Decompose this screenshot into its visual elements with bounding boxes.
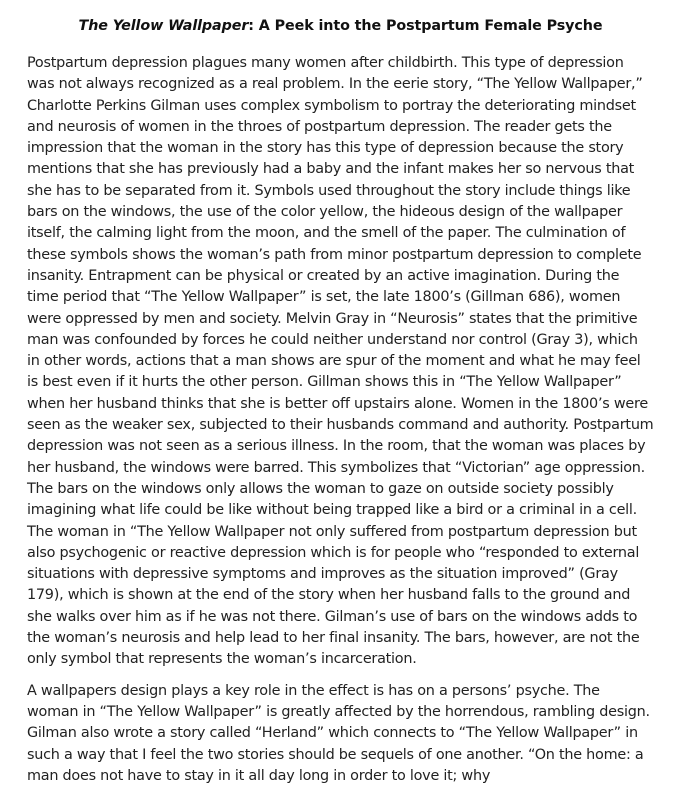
title-italic-part: The Yellow Wallpaper bbox=[78, 18, 249, 34]
title-rest: : A Peek into the Postpartum Female Psyche bbox=[248, 18, 603, 34]
paragraph-2: A wallpapers design plays a key role in the effect is has on a persons’ psyche. The woman in “The Yellow Wallpaper” is greatly affected by the horrendous, rambling design. Gilman also wrote a story called “Herland” which connects to “The Yellow Wallpaper” in such a way that I feel the two stories should be sequels of one another. “On the home: a man does not have to stay in it all day long in order to love it; why bbox=[27, 682, 650, 784]
document-title bbox=[27, 16, 654, 36]
document-page bbox=[27, 0, 654, 787]
paragraph-1: Postpartum depression plagues many women after childbirth. This type of depression was not always recognized as a real problem. In the eerie story, “The Yellow Wallpaper,” Charlotte Perkins Gilman uses complex symbolism to portray the deteriorating mindset and neurosis of women in the throes of postpartum depression. The reader gets the impression that the woman in the story has this type of depression because the story mentions that she has previously had a baby and the infant makes her so nervous that she has to be separated from it. Symbols used throughout the story include things like bars on the windows, the use of the color yellow, the hideous design of the wallpaper itself, the calming light from the moon, and the smell of the paper. The culmination of these symbols shows the woman’s path from minor postpartum depression to complete insanity. Entrapment can be physical or created by an active imagination. During the time period that “The Yellow Wallpaper” is set, the late 1800’s (Gillman 686), women were oppressed by men and society. Melvin Gray in “Neurosis” states that the primitive man was confounded by forces he could neither understand nor control (Gray 3), which in other words, actions that a man shows are spur of the moment and what he may feel is best even if it hurts the other person. Gillman shows this in “The Yellow Wallpaper” when her husband thinks that she is better off upstairs alone. Women in the 1800’s were seen as the weaker sex, subjected to their husbands command and authority. Postpartum depression was not seen as a serious illness. In the room, that the woman was places by her husband, the windows were barred. This symbolizes that “Victorian” age oppression. The bars on the windows only allows the woman to gaze on outside society possibly imagining what life could be like without being trapped like a bird or a criminal in a cell. The woman in “The Yellow Wallpaper not only suffered from postpartum depression but also psychogenic or reactive depression which is for people who “responded to external situations with depressive symptoms and improves as the situation improved” (Gray 179), which is shown at the end of the story when her husband falls to the ground and she walks over him as if he was not there. Gilman’s use of bars on the windows adds to the woman’s neurosis and help lead to her final insanity. The bars, however, are not the only symbol that represents the woman’s incarceration. bbox=[27, 55, 654, 668]
